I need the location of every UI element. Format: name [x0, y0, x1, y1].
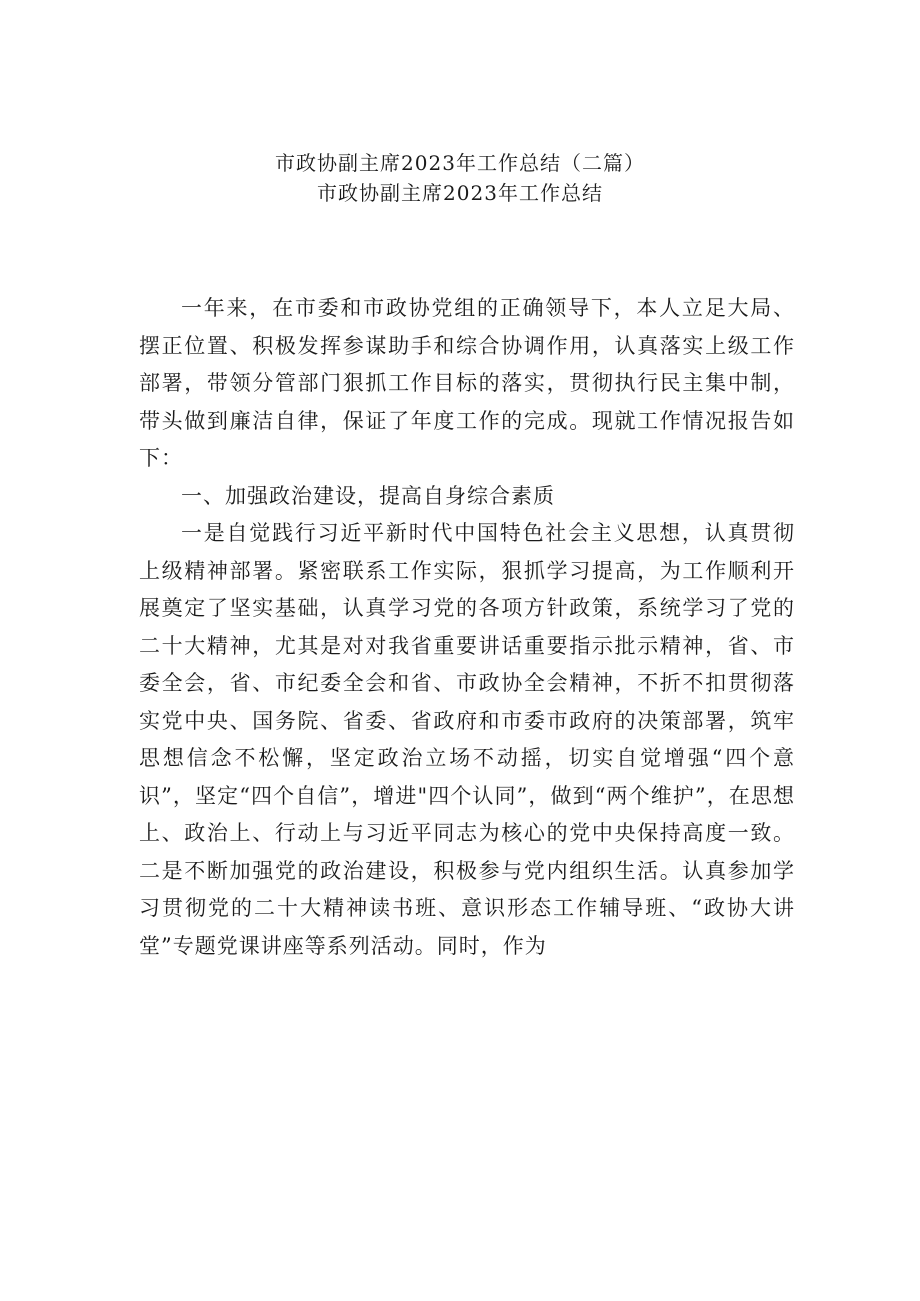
document-subtitle: 市政协副主席2023年工作总结 — [317, 181, 603, 205]
document-body — [139, 290, 795, 965]
document-title: 市政协副主席2023年工作总结（二篇） — [275, 151, 645, 175]
paragraph-section-one: 一是自觉践行习近平新时代中国特色社会主义思想，认真贯彻上级精神部署。紧密联系工作实际，狠抓学习提高，为工作顺利开展奠定了坚实基础，认真学习党的各项方针政策，系统学习了党的二十大精神，尤其是对对我省重要讲话重要指示批示精神，省、市委全会，省、市纪委全会和省、市政协全会精神，不折不扣贯彻落实党中央、国务院、省委、省政府和市委市政府的决策部署，筑牢思想信念不松懈，坚定政治立场不动摇，切实自觉增强“四个意识”，坚定“四个自信”，增进"四个认同”，做到“两个维护”，在思想上、政治上、行动上与习近平同志为核心的党中央保持高度一致。二是不断加强党的政治建设，积极参与党内组织生活。认真参加学习贯彻党的二十大精神读书班、意识形态工作辅导班、“政协大讲堂”专题党课讲座等系列活动。同时，作为 — [139, 521, 795, 958]
title-block — [0, 148, 920, 208]
section-heading: 一、加强政治建设，提高自身综合素质 — [181, 483, 555, 508]
paragraph-intro: 一年来，在市委和市政协党组的正确领导下，本人立足大局、摆正位置、积极发挥参谋助手和综合协调作用，认真落实上级工作部署，带领分管部门狠抓工作目标的落实，贯彻执行民主集中制，带头做到廉洁自律，保证了年度工作的完成。现就工作情况报告如下： — [139, 296, 795, 470]
